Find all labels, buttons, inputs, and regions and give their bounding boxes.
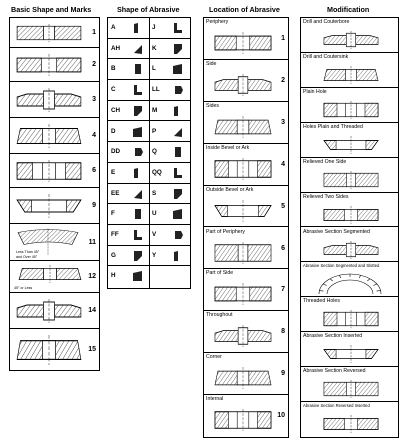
basic-wheel-diagram	[16, 299, 82, 323]
abrasive-location-row	[204, 228, 288, 270]
abrasive-profile-icon	[132, 22, 144, 34]
abrasive-profile-icon	[172, 43, 184, 55]
basic-shape-mark: 3	[92, 96, 96, 103]
basic-shape-mark: 12	[88, 273, 96, 280]
location-mark: 6	[281, 244, 285, 252]
abrasive-code-left: EE	[111, 189, 120, 197]
modification-wheel-diagram	[323, 101, 379, 119]
abrasive-location-row	[204, 269, 288, 311]
basic-shape-row	[10, 188, 99, 224]
location-mark: 10	[277, 412, 285, 420]
abrasive-shape-row	[108, 18, 190, 39]
abrasive-code-right: LL	[152, 86, 160, 94]
location-label: Throughout	[206, 312, 233, 319]
location-mark: 3	[281, 118, 285, 126]
modification-row	[301, 228, 398, 263]
location-label: Side	[206, 60, 217, 67]
modification-label: Drill and Couterbore	[303, 19, 350, 25]
abrasive-location-row	[204, 60, 288, 102]
modification-row	[301, 297, 398, 332]
dish-wheel-diagram	[18, 265, 82, 283]
abrasive-code-left: G	[111, 251, 116, 259]
abrasive-location-row	[204, 395, 288, 437]
modification-wheel-diagram	[323, 380, 379, 398]
basic-shape-header: Basic Shape and Marks	[11, 5, 92, 14]
location-wheel-diagram	[214, 74, 272, 96]
basic-shape-row	[10, 82, 99, 118]
basic-shape-row	[10, 18, 99, 48]
basic-wheel-diagram	[16, 88, 82, 112]
modification-label: Plain Hole	[303, 88, 327, 95]
abrasive-code-left: E	[111, 168, 116, 176]
basic-wheel-diagram	[16, 194, 82, 218]
abrasive-shape-row	[108, 101, 190, 122]
basic-shape-mark: 6	[92, 167, 96, 174]
abrasive-code-left: C	[111, 86, 116, 94]
basic-shape-mark: 15	[88, 346, 96, 353]
abrasive-shape-row	[108, 142, 190, 163]
location-wheel-diagram	[214, 325, 272, 347]
basic-shape-row	[10, 48, 99, 82]
abrasive-shape-row	[108, 80, 190, 101]
abrasive-code-left: B	[111, 65, 116, 73]
abrasive-location-table	[203, 17, 289, 438]
abrasive-profile-icon	[132, 105, 144, 117]
basic-wheel-diagram	[16, 335, 82, 365]
abrasive-code-right: V	[152, 231, 157, 238]
location-wheel-diagram	[214, 283, 272, 305]
abrasive-code-left: FF	[111, 231, 119, 238]
abrasive-shape-row	[108, 184, 190, 205]
abrasive-shape-row	[108, 246, 190, 267]
abrasive-profile-icon	[132, 126, 144, 138]
location-label: Sides	[206, 102, 219, 109]
abrasive-code-right: P	[152, 127, 157, 135]
abrasive-profile-icon	[132, 229, 144, 241]
basic-wheel-diagram	[16, 54, 82, 76]
modification-label: Threaded Holes	[303, 298, 340, 305]
basic-shape-row	[10, 118, 99, 154]
abrasive-code-right: L	[152, 65, 156, 73]
abrasive-code-left: A	[111, 24, 116, 31]
modification-label: Abrasive Section Segmented	[303, 228, 370, 235]
abrasive-profile-icon	[132, 63, 144, 75]
modification-wheel-diagram	[323, 241, 379, 259]
abrasive-shape-row	[108, 204, 190, 225]
abrasive-profile-icon	[132, 167, 144, 179]
abrasive-code-left: AH	[111, 44, 121, 52]
abrasive-code-left: D	[111, 127, 116, 135]
abrasive-profile-icon	[172, 126, 184, 138]
location-mark: 5	[281, 202, 285, 210]
modification-wheel-diagram	[323, 345, 379, 363]
modification-row	[301, 367, 398, 402]
abrasive-profile-icon	[172, 208, 184, 220]
abrasive-location-row	[204, 311, 288, 353]
abrasive-code-right: U	[152, 210, 157, 218]
abrasive-shape-row	[108, 163, 190, 184]
modification-row	[301, 158, 398, 193]
location-wheel-diagram	[214, 367, 272, 389]
modification-row	[301, 193, 398, 228]
modification-label: Drill and Coutersink	[303, 53, 349, 60]
abrasive-profile-icon	[172, 105, 184, 117]
abrasive-code-left: H	[111, 272, 116, 280]
abrasive-code-right: S	[152, 189, 157, 197]
location-wheel-diagram	[214, 409, 272, 431]
modification-row	[301, 123, 398, 158]
modification-row	[301, 53, 398, 88]
basic-shape-row	[10, 261, 99, 293]
basic-shape-row	[10, 154, 99, 188]
abrasive-code-right: QQ	[152, 168, 162, 176]
angle-note-less: Less Than 45°	[16, 250, 40, 254]
abrasive-code-right: K	[152, 44, 157, 52]
modification-row	[301, 402, 398, 437]
abrasive-location-row	[204, 186, 288, 228]
modification-header: Modification	[327, 5, 370, 14]
abrasive-code-right: Q	[152, 148, 157, 156]
modification-wheel-diagram	[323, 31, 379, 49]
abrasive-profile-icon	[172, 146, 184, 158]
abrasive-location-row	[204, 144, 288, 186]
basic-shape-mark: 9	[92, 202, 96, 209]
modification-label: Abrasive Section Reversed	[303, 368, 366, 375]
modification-wheel-diagram	[323, 206, 379, 224]
modification-label: Abrasive Section Reversed Inserted	[303, 403, 370, 409]
location-wheel-diagram	[214, 158, 272, 180]
abrasive-code-right: M	[152, 106, 158, 114]
abrasive-shape-row	[108, 59, 190, 80]
basic-shape-mark: 4	[92, 132, 96, 139]
modification-label: Holes Plain and Threaded	[303, 123, 363, 130]
abrasive-profile-icon	[172, 63, 184, 75]
abrasive-profile-icon	[172, 250, 184, 262]
angle-note-over: and Over 45°	[16, 255, 38, 259]
abrasive-shape-table	[107, 17, 191, 289]
abrasive-profile-icon	[132, 188, 144, 200]
location-label: Periphery	[206, 19, 229, 25]
location-label: Internal	[206, 396, 224, 403]
abrasive-profile-icon	[132, 208, 144, 220]
abrasive-shape-row	[108, 122, 190, 143]
modification-label: Relieved Two Sides	[303, 193, 349, 200]
basic-shape-row	[10, 224, 99, 261]
location-label: Corner	[206, 354, 222, 361]
abrasive-code-left: CH	[111, 106, 121, 114]
location-wheel-diagram	[214, 32, 272, 54]
angle-note-or-less: 45° or Less	[14, 286, 33, 290]
basic-shape-mark: 1	[92, 29, 96, 36]
basic-wheel-diagram	[16, 124, 82, 148]
basic-shape-row	[10, 329, 99, 371]
modification-row	[301, 332, 398, 367]
basic-shape-table	[9, 17, 100, 371]
abrasive-profile-icon	[132, 84, 144, 96]
basic-wheel-diagram	[16, 160, 82, 182]
abrasive-code-left: F	[111, 210, 115, 218]
abrasive-shape-row	[108, 225, 190, 246]
basic-shape-mark: 14	[88, 307, 96, 314]
abrasive-profile-icon	[172, 22, 184, 34]
abrasive-code-right: J	[152, 24, 156, 31]
location-label: Outside Bevel or Ark	[206, 186, 254, 193]
basic-shape-mark: 11	[88, 238, 96, 246]
basic-shape-row	[10, 293, 99, 329]
abrasive-location-row	[204, 18, 288, 60]
location-mark: 2	[281, 76, 285, 84]
basic-shape-mark: 2	[92, 61, 96, 68]
location-wheel-diagram	[214, 242, 272, 264]
modification-wheel-diagram	[323, 136, 379, 154]
location-mark: 8	[281, 328, 285, 336]
abrasive-profile-icon	[132, 146, 144, 158]
location-label: Part of Side	[206, 270, 234, 277]
abrasive-shape-header: Shape of Abrasive	[117, 5, 180, 14]
modification-wheel-diagram	[323, 310, 379, 328]
location-mark: 9	[281, 370, 285, 378]
abrasive-location-header: Location of Abrasive	[209, 5, 280, 14]
location-mark: 7	[281, 286, 285, 294]
abrasive-shape-row	[108, 266, 190, 287]
location-wheel-diagram	[214, 200, 272, 222]
modification-wheel-diagram	[323, 171, 379, 189]
abrasive-code-left: DD	[111, 148, 121, 156]
abrasive-profile-icon	[172, 229, 184, 241]
abrasive-profile-icon	[172, 188, 184, 200]
abrasive-profile-icon	[172, 167, 184, 179]
modification-table	[300, 17, 399, 438]
abrasive-profile-icon	[172, 84, 184, 96]
modification-label: Relieved One Side	[303, 158, 347, 165]
location-label: Part of Periphery	[206, 228, 245, 235]
modification-wheel-diagram	[323, 415, 379, 433]
modification-wheel-diagram	[323, 66, 379, 84]
abrasive-profile-icon	[132, 270, 144, 282]
abrasive-profile-icon	[132, 250, 144, 262]
modification-label: Abrasive Section Inserted	[303, 333, 363, 340]
modification-label: Abrasive Section Segmented and Slotted	[303, 263, 380, 269]
abrasive-location-row	[204, 102, 288, 144]
abrasive-code-right: Y	[152, 251, 157, 259]
modification-row	[301, 262, 398, 297]
location-mark: 4	[281, 160, 285, 168]
segmented-slotted-wheel-diagram	[315, 272, 385, 294]
location-wheel-diagram	[214, 116, 272, 138]
modification-row	[301, 88, 398, 123]
modification-row	[301, 18, 398, 53]
abrasive-profile-icon	[132, 43, 144, 55]
abrasive-shape-row	[108, 39, 190, 60]
abrasive-location-row	[204, 353, 288, 395]
location-mark: 1	[281, 35, 285, 42]
basic-wheel-diagram	[16, 24, 82, 42]
location-label: Inside Bevel or Ark	[206, 144, 250, 151]
